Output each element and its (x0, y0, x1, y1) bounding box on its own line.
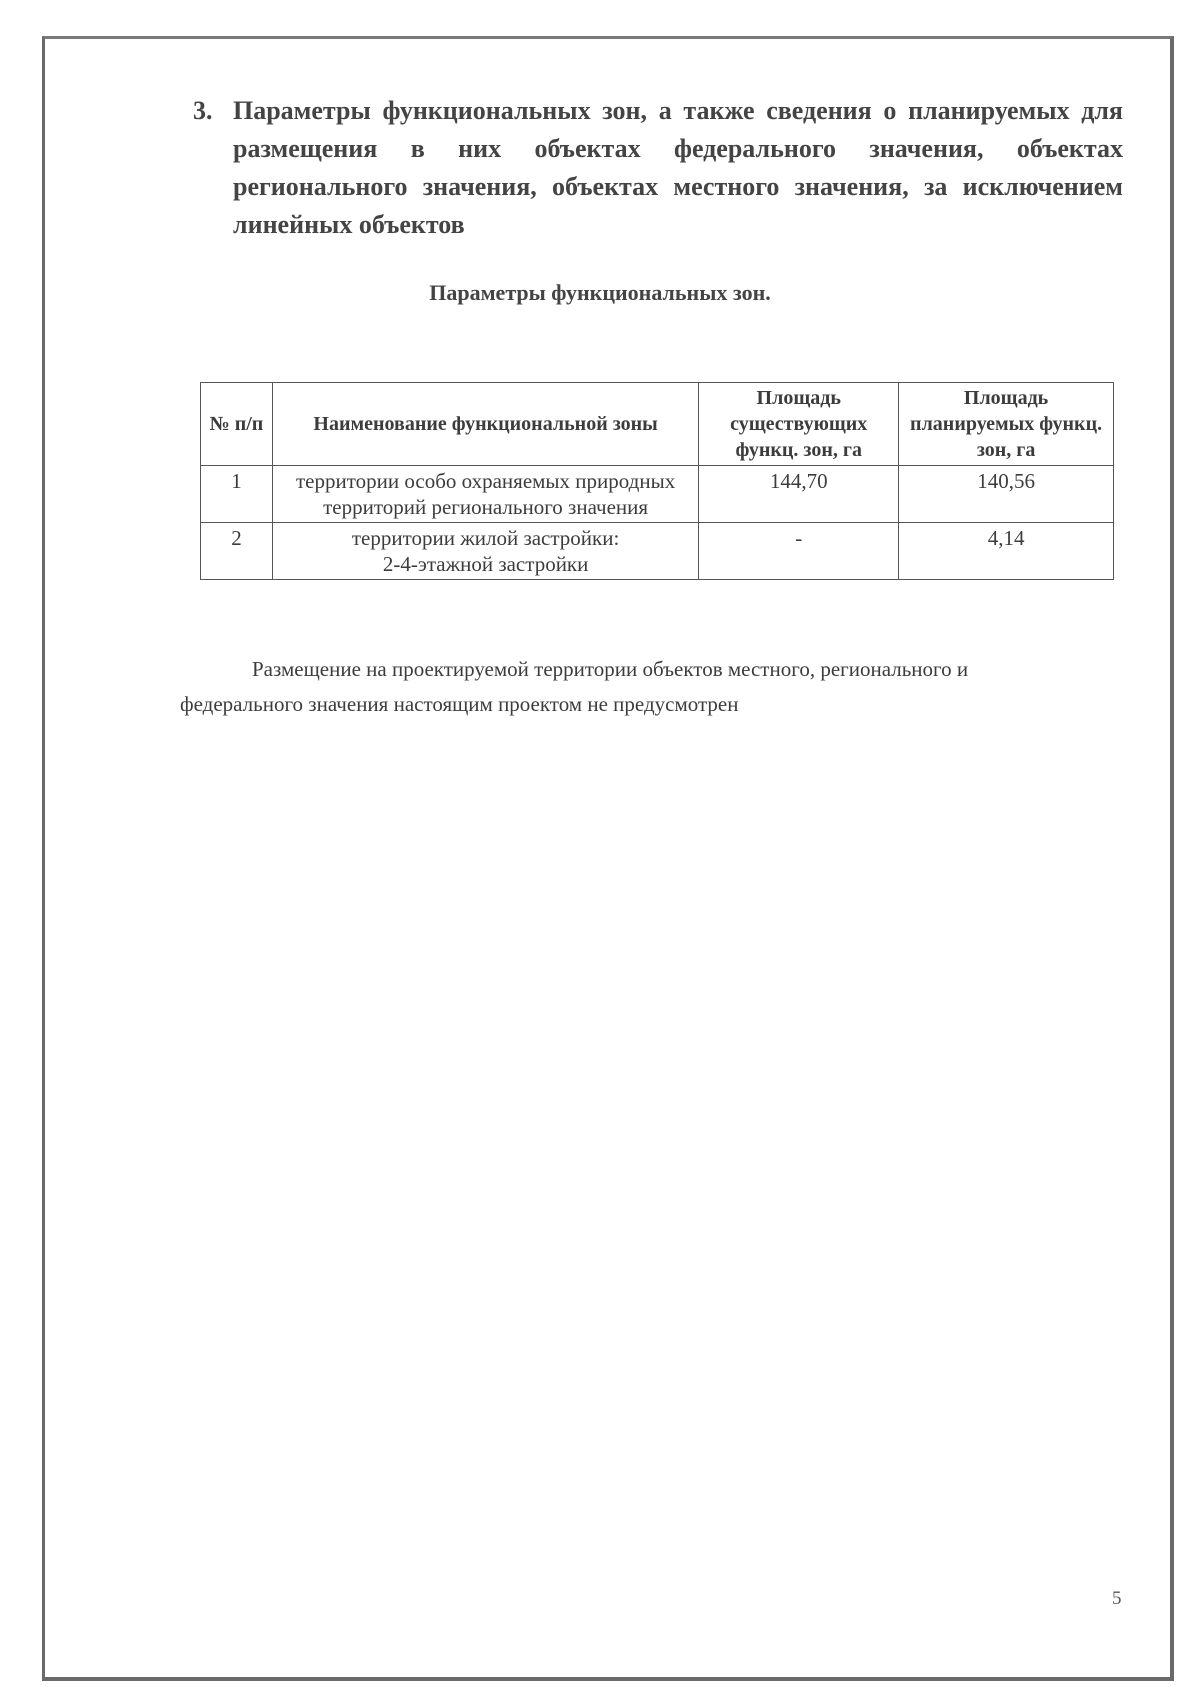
row-num: 1 (201, 466, 273, 523)
table-header-row (201, 383, 1114, 466)
row-planned-area: 4,14 (899, 523, 1114, 580)
header-num: № п/п (201, 383, 273, 466)
note-paragraph (180, 652, 1080, 722)
row-planned-area: 140,56 (899, 466, 1114, 523)
table-title: Параметры функциональных зон. (429, 280, 771, 305)
table-row (201, 466, 1114, 523)
page-number: 5 (1112, 1588, 1122, 1609)
functional-zones-table (200, 382, 1114, 580)
row-num: 2 (201, 523, 273, 580)
header-existing-area: Площадь существующих функц. зон, га (699, 383, 899, 466)
row-zone-name (272, 523, 698, 580)
section-title: Параметры функциональных зон, а также сведения о планируемых для размещения в них объектах федерального значения, объектах регионального значения, объектах местного значения, за исключением линейных объектов (233, 96, 1123, 239)
note-text: Размещение на проектируемой территории объектов местного, регионального и федерального значения настоящим проектом не предусмотрен (180, 657, 969, 716)
header-zone-name: Наименование функциональной зоны (272, 383, 698, 466)
row-zone-name-line: территории жилой застройки: (351, 526, 620, 550)
header-planned-area: Площадь планируемых функц. зон, га (899, 383, 1114, 466)
row-zone-name-line: 2-4-этажной застройки (382, 552, 589, 576)
row-existing-area: 144,70 (699, 466, 899, 523)
section-heading (193, 92, 1123, 244)
row-zone-name: территории особо охраняемых природных территорий регионального значения (272, 466, 698, 523)
row-existing-area: - (699, 523, 899, 580)
section-number: 3. (193, 96, 213, 125)
table-row (201, 523, 1114, 580)
